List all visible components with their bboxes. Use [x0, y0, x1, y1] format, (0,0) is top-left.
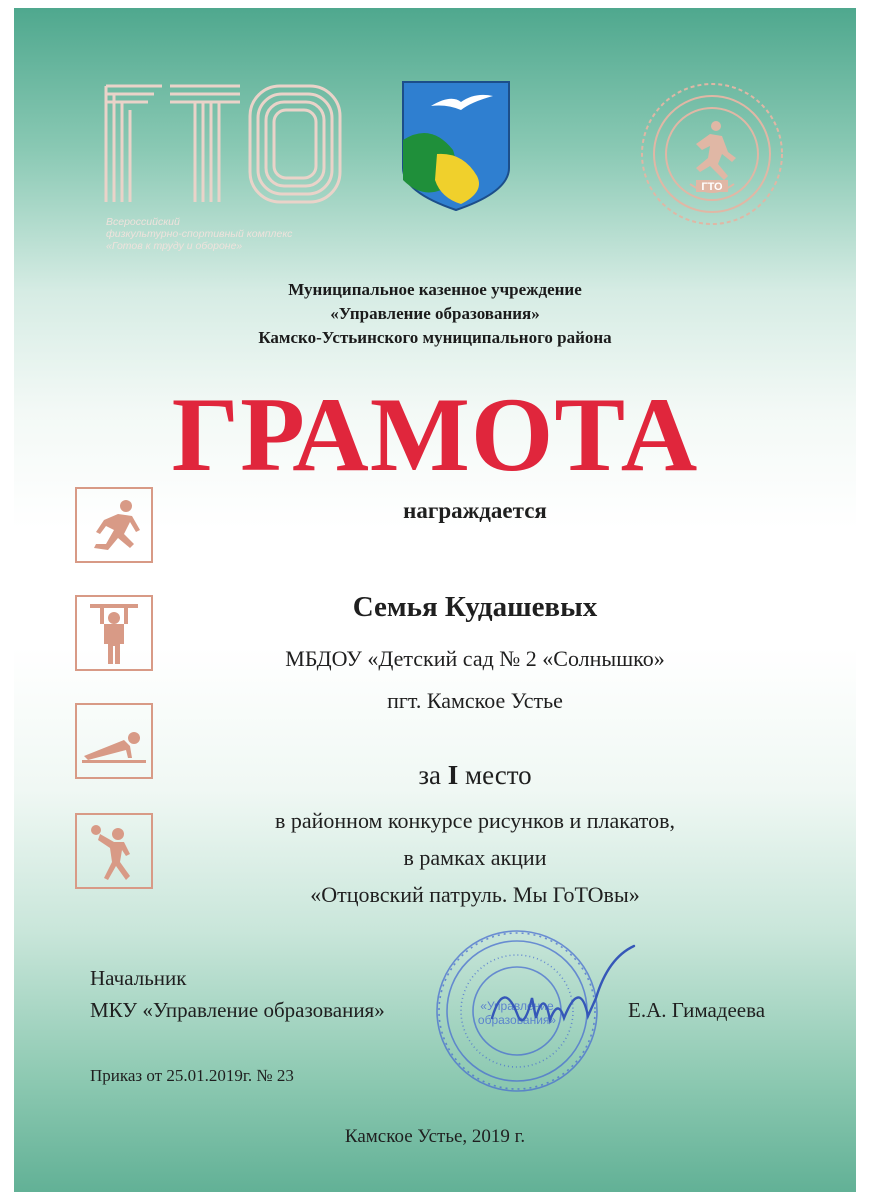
award-place-number: I: [447, 760, 459, 790]
org-line-1: Муниципальное казенное учреждение: [288, 280, 582, 299]
award-prefix: за: [418, 760, 448, 790]
signer-name: Е.А. Гимадеева: [628, 998, 766, 1022]
gto-caption-line: «Готов к труду и обороне»: [106, 240, 243, 252]
gto-caption-line: физкультурно-спортивный комплекс: [106, 228, 293, 240]
award-reason-2: в рамках акции: [403, 845, 547, 870]
svg-text:«Управление: «Управление: [480, 999, 554, 1013]
coat-of-arms: [401, 80, 511, 212]
place-and-year: Камское Устье, 2019 г.: [344, 1126, 526, 1147]
award-place: [54, 760, 856, 791]
awarded-label: награждается: [403, 498, 547, 523]
award-suffix: место: [458, 760, 532, 790]
recipient-name: Семья Кудашевых: [352, 591, 598, 623]
signer-position-1: Начальник: [90, 966, 187, 990]
certificate-title: ГРАМОТА: [171, 376, 699, 493]
gto-emblem: [638, 80, 786, 228]
award-reason-1: в районном конкурсе рисунков и плакатов,: [274, 808, 676, 833]
signer-position-2: МКУ «Управление образования»: [90, 998, 385, 1022]
recipient-town: пгт. Камское Устье: [387, 688, 563, 713]
svg-text:ГТО: ГТО: [701, 181, 723, 193]
certificate-sheet: [14, 8, 856, 1192]
gto-caption: [106, 216, 366, 252]
order-reference: Приказ от 25.01.2019г. № 23: [90, 1066, 294, 1085]
org-line-2: «Управление образования»: [330, 304, 540, 323]
gto-caption-line: Всероссийский: [106, 216, 180, 228]
award-reason-3: «Отцовский патруль. Мы ГоТОвы»: [310, 882, 640, 907]
recipient-organization: МБДОУ «Детский сад № 2 «Солнышко»: [285, 646, 665, 671]
svg-text:образования»: образования»: [477, 1013, 557, 1027]
org-line-3: Камско-Устьинского муниципального района: [258, 328, 612, 347]
